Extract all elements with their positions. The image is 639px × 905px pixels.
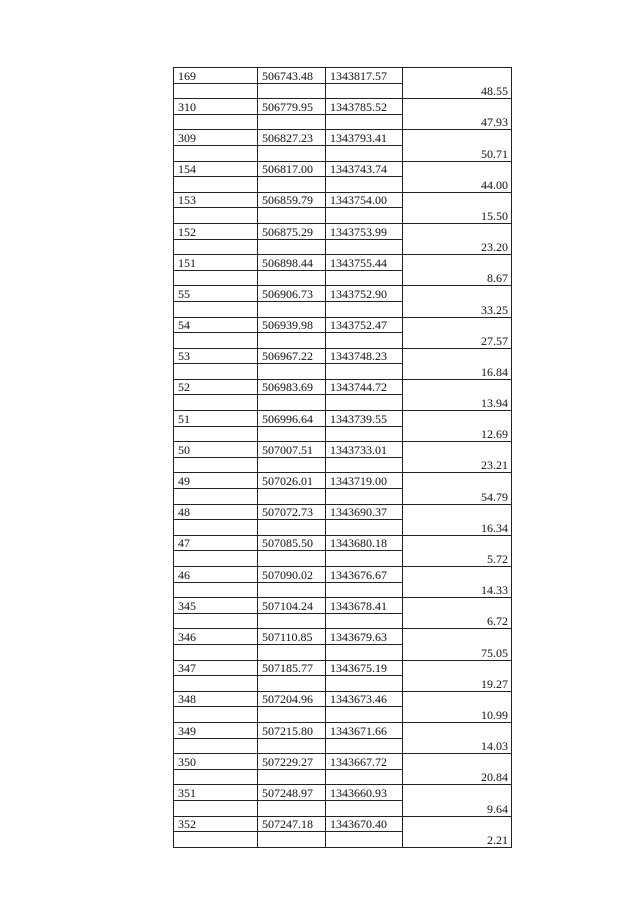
segment-row [174,644,512,660]
empty-cell [258,489,326,505]
point-id-cell: 153 [174,192,258,208]
point-row [174,785,512,801]
y-coordinate-cell: 1343671.66 [326,722,403,738]
distance-cell-upper [403,785,512,801]
point-row [174,317,512,333]
x-coordinate-cell: 507007.51 [258,442,326,458]
distance-cell-upper [403,192,512,208]
y-coordinate-cell: 1343752.90 [326,286,403,302]
point-id-cell: 347 [174,660,258,676]
segment-row [174,114,512,130]
x-coordinate-cell: 506906.73 [258,286,326,302]
distance-cell-upper [403,411,512,427]
segment-row [174,270,512,286]
distance-cell-upper [403,130,512,146]
empty-cell [326,364,403,380]
empty-cell [174,769,258,785]
point-row [174,598,512,614]
empty-cell [258,832,326,848]
point-row [174,255,512,271]
empty-cell [258,644,326,660]
segment-row [174,333,512,349]
point-row [174,223,512,239]
x-coordinate-cell: 507215.80 [258,722,326,738]
empty-cell [174,457,258,473]
empty-cell [326,707,403,723]
point-row [174,348,512,364]
point-row [174,286,512,302]
y-coordinate-cell: 1343739.55 [326,411,403,427]
empty-cell [174,145,258,161]
empty-cell [258,426,326,442]
y-coordinate-cell: 1343785.52 [326,99,403,115]
y-coordinate-cell: 1343678.41 [326,598,403,614]
point-row [174,816,512,832]
y-coordinate-cell: 1343667.72 [326,754,403,770]
empty-cell [174,270,258,286]
empty-cell [326,800,403,816]
distance-cell: 14.33 [403,582,512,598]
segment-row [174,676,512,692]
empty-cell [326,395,403,411]
point-row [174,691,512,707]
y-coordinate-cell: 1343744.72 [326,379,403,395]
empty-cell [326,644,403,660]
empty-cell [174,832,258,848]
point-id-cell: 346 [174,629,258,645]
segment-row [174,457,512,473]
point-id-cell: 310 [174,99,258,115]
empty-cell [326,114,403,130]
empty-cell [258,208,326,224]
empty-cell [326,676,403,692]
y-coordinate-cell: 1343755.44 [326,255,403,271]
point-id-cell: 151 [174,255,258,271]
empty-cell [326,270,403,286]
empty-cell [174,333,258,349]
distance-cell: 15.50 [403,208,512,224]
empty-cell [326,83,403,99]
point-id-cell: 49 [174,473,258,489]
distance-cell-upper [403,473,512,489]
distance-cell: 47.93 [403,114,512,130]
point-row [174,161,512,177]
empty-cell [174,489,258,505]
distance-cell: 23.21 [403,457,512,473]
empty-cell [258,582,326,598]
distance-cell-upper [403,754,512,770]
distance-cell: 27.57 [403,333,512,349]
distance-cell: 50.71 [403,145,512,161]
point-row [174,535,512,551]
y-coordinate-cell: 1343660.93 [326,785,403,801]
segment-row [174,364,512,380]
empty-cell [258,145,326,161]
point-row [174,722,512,738]
distance-cell: 6.72 [403,613,512,629]
empty-cell [174,800,258,816]
x-coordinate-cell: 506827.23 [258,130,326,146]
distance-cell-upper [403,161,512,177]
empty-cell [326,457,403,473]
point-row [174,473,512,489]
segment-row [174,769,512,785]
x-coordinate-cell: 507085.50 [258,535,326,551]
empty-cell [258,333,326,349]
distance-cell-upper [403,629,512,645]
distance-cell-upper [403,68,512,84]
empty-cell [258,114,326,130]
point-id-cell: 52 [174,379,258,395]
segment-row [174,520,512,536]
empty-cell [174,208,258,224]
empty-cell [174,676,258,692]
point-row [174,130,512,146]
point-id-cell: 54 [174,317,258,333]
empty-cell [174,239,258,255]
distance-cell: 8.67 [403,270,512,286]
distance-cell: 75.05 [403,644,512,660]
y-coordinate-cell: 1343754.00 [326,192,403,208]
empty-cell [174,738,258,754]
distance-cell: 19.27 [403,676,512,692]
x-coordinate-cell: 506983.69 [258,379,326,395]
distance-cell-upper [403,816,512,832]
point-id-cell: 350 [174,754,258,770]
empty-cell [174,426,258,442]
empty-cell [258,239,326,255]
segment-row [174,489,512,505]
x-coordinate-cell: 507204.96 [258,691,326,707]
y-coordinate-cell: 1343817.57 [326,68,403,84]
empty-cell [174,644,258,660]
segment-row [174,832,512,848]
point-id-cell: 348 [174,691,258,707]
distance-cell: 10.99 [403,707,512,723]
segment-row [174,613,512,629]
segment-row [174,582,512,598]
y-coordinate-cell: 1343752.47 [326,317,403,333]
x-coordinate-cell: 507229.27 [258,754,326,770]
distance-cell-upper [403,223,512,239]
empty-cell [326,832,403,848]
y-coordinate-cell: 1343673.46 [326,691,403,707]
distance-cell: 9.64 [403,800,512,816]
y-coordinate-cell: 1343670.40 [326,816,403,832]
y-coordinate-cell: 1343679.63 [326,629,403,645]
x-coordinate-cell: 507185.77 [258,660,326,676]
point-row [174,504,512,520]
distance-cell: 54.79 [403,489,512,505]
segment-row [174,177,512,193]
x-coordinate-cell: 507110.85 [258,629,326,645]
distance-cell: 33.25 [403,301,512,317]
empty-cell [326,520,403,536]
point-row [174,567,512,583]
x-coordinate-cell: 507072.73 [258,504,326,520]
distance-cell-upper [403,99,512,115]
point-row [174,192,512,208]
distance-cell-upper [403,567,512,583]
empty-cell [174,551,258,567]
y-coordinate-cell: 1343753.99 [326,223,403,239]
empty-cell [174,613,258,629]
empty-cell [174,364,258,380]
point-id-cell: 55 [174,286,258,302]
x-coordinate-cell: 506817.00 [258,161,326,177]
segment-row [174,551,512,567]
empty-cell [174,395,258,411]
segment-row [174,145,512,161]
empty-cell [258,364,326,380]
distance-cell-upper [403,535,512,551]
distance-cell: 23.20 [403,239,512,255]
point-row [174,379,512,395]
point-id-cell: 51 [174,411,258,427]
point-row [174,99,512,115]
empty-cell [174,301,258,317]
segment-row [174,239,512,255]
distance-cell: 16.34 [403,520,512,536]
point-id-cell: 152 [174,223,258,239]
x-coordinate-cell: 507248.97 [258,785,326,801]
empty-cell [258,800,326,816]
empty-cell [174,177,258,193]
x-coordinate-cell: 506898.44 [258,255,326,271]
distance-cell-upper [403,317,512,333]
point-id-cell: 154 [174,161,258,177]
y-coordinate-cell: 1343680.18 [326,535,403,551]
point-id-cell: 345 [174,598,258,614]
point-id-cell: 46 [174,567,258,583]
point-row [174,442,512,458]
point-row [174,660,512,676]
empty-cell [258,395,326,411]
distance-cell: 2.21 [403,832,512,848]
point-id-cell: 53 [174,348,258,364]
empty-cell [326,489,403,505]
empty-cell [258,83,326,99]
empty-cell [258,520,326,536]
empty-cell [326,208,403,224]
segment-row [174,301,512,317]
x-coordinate-cell: 506859.79 [258,192,326,208]
empty-cell [174,83,258,99]
empty-cell [258,457,326,473]
point-id-cell: 349 [174,722,258,738]
empty-cell [258,177,326,193]
segment-row [174,707,512,723]
y-coordinate-cell: 1343743.74 [326,161,403,177]
y-coordinate-cell: 1343733.01 [326,442,403,458]
x-coordinate-cell: 506743.48 [258,68,326,84]
empty-cell [326,177,403,193]
distance-cell: 20.84 [403,769,512,785]
distance-cell: 44.00 [403,177,512,193]
distance-cell-upper [403,442,512,458]
segment-row [174,208,512,224]
distance-cell: 13.94 [403,395,512,411]
distance-cell-upper [403,286,512,302]
distance-cell: 14.03 [403,738,512,754]
distance-cell-upper [403,722,512,738]
x-coordinate-cell: 506779.95 [258,99,326,115]
distance-cell-upper [403,379,512,395]
empty-cell [258,769,326,785]
x-coordinate-cell: 507090.02 [258,567,326,583]
empty-cell [174,114,258,130]
point-id-cell: 50 [174,442,258,458]
empty-cell [258,613,326,629]
point-id-cell: 352 [174,816,258,832]
y-coordinate-cell: 1343748.23 [326,348,403,364]
distance-cell-upper [403,660,512,676]
y-coordinate-cell: 1343719.00 [326,473,403,489]
point-row [174,68,512,84]
empty-cell [258,707,326,723]
point-id-cell: 48 [174,504,258,520]
empty-cell [326,613,403,629]
y-coordinate-cell: 1343793.41 [326,130,403,146]
empty-cell [326,769,403,785]
distance-cell: 48.55 [403,83,512,99]
segment-row [174,800,512,816]
empty-cell [326,738,403,754]
point-row [174,754,512,770]
point-id-cell: 351 [174,785,258,801]
x-coordinate-cell: 506967.22 [258,348,326,364]
empty-cell [174,520,258,536]
point-id-cell: 309 [174,130,258,146]
distance-cell-upper [403,598,512,614]
empty-cell [258,270,326,286]
empty-cell [326,333,403,349]
point-row [174,411,512,427]
empty-cell [326,301,403,317]
distance-cell-upper [403,504,512,520]
empty-cell [258,676,326,692]
y-coordinate-cell: 1343675.19 [326,660,403,676]
segment-row [174,395,512,411]
empty-cell [174,707,258,723]
segment-row [174,426,512,442]
point-row [174,629,512,645]
distance-cell: 12.69 [403,426,512,442]
empty-cell [174,582,258,598]
empty-cell [326,426,403,442]
distance-cell-upper [403,348,512,364]
empty-cell [258,738,326,754]
x-coordinate-cell: 506875.29 [258,223,326,239]
point-id-cell: 47 [174,535,258,551]
x-coordinate-cell: 507026.01 [258,473,326,489]
coordinate-table [173,67,512,848]
x-coordinate-cell: 506939.98 [258,317,326,333]
y-coordinate-cell: 1343676.67 [326,567,403,583]
empty-cell [326,239,403,255]
empty-cell [258,301,326,317]
x-coordinate-cell: 507104.24 [258,598,326,614]
coordinate-table-body [174,68,512,848]
x-coordinate-cell: 506996.64 [258,411,326,427]
point-id-cell: 169 [174,68,258,84]
empty-cell [326,145,403,161]
empty-cell [326,582,403,598]
empty-cell [258,551,326,567]
segment-row [174,738,512,754]
empty-cell [326,551,403,567]
segment-row [174,83,512,99]
y-coordinate-cell: 1343690.37 [326,504,403,520]
distance-cell: 16.84 [403,364,512,380]
x-coordinate-cell: 507247.18 [258,816,326,832]
distance-cell: 5.72 [403,551,512,567]
distance-cell-upper [403,255,512,271]
distance-cell-upper [403,691,512,707]
